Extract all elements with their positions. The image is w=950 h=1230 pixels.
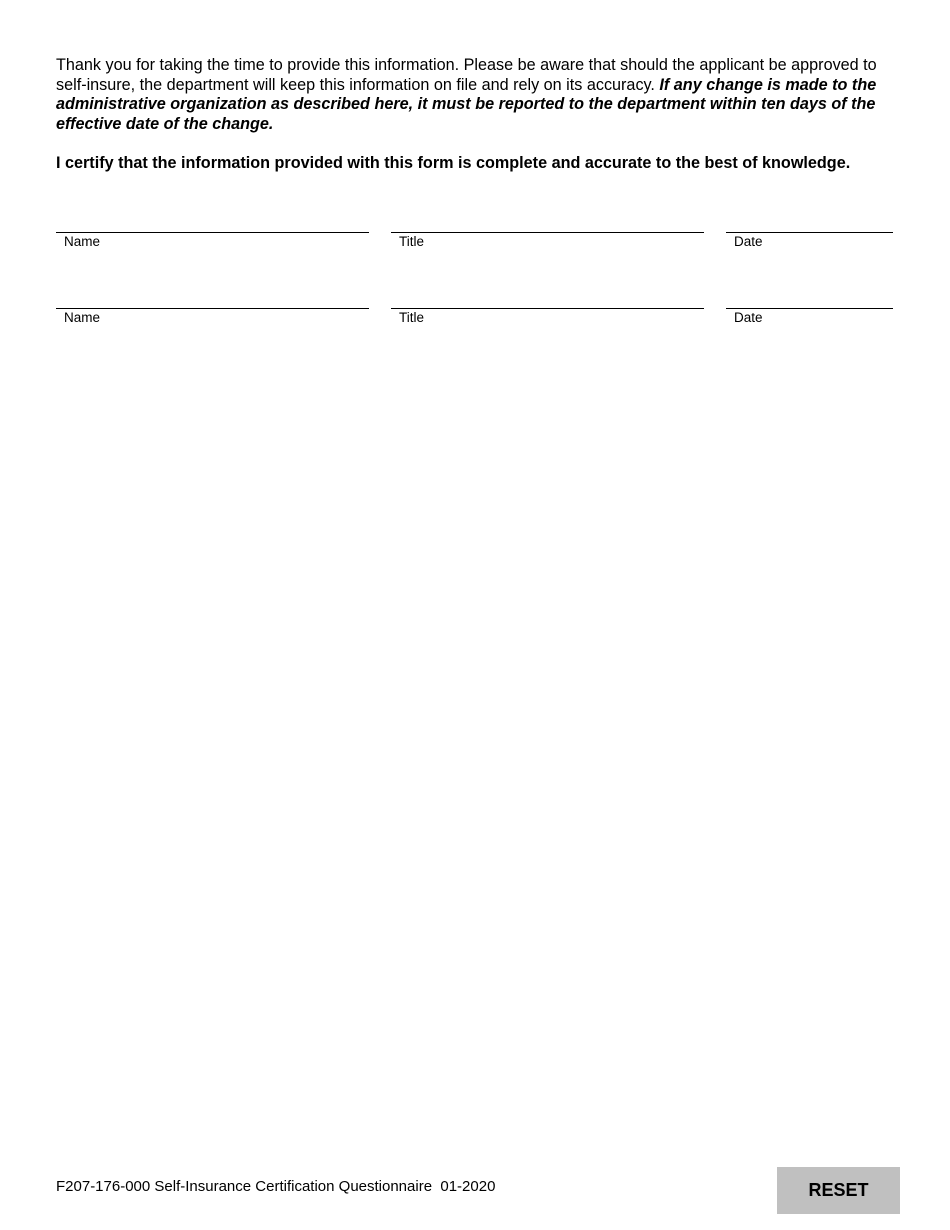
date-label: Date xyxy=(734,310,763,325)
date-field[interactable] xyxy=(726,208,893,232)
title-label: Title xyxy=(399,234,425,249)
intro-emphasis-text: If any change is made to the administrative organization as described here, it must be reported to the department within ten days of the effective date of the change. xyxy=(56,75,877,133)
title-field[interactable] xyxy=(391,208,704,232)
date-label: Date xyxy=(734,234,763,249)
certification-statement: I certify that the information provided with this form is complete and accurate to the best of knowledge. xyxy=(56,154,851,172)
title-label: Title xyxy=(399,310,425,325)
name-label: Name xyxy=(64,234,101,249)
reset-button[interactable]: RESET xyxy=(777,1167,900,1214)
form-identifier: F207-176-000 Self-Insurance Certification Questionnaire 01-2020 xyxy=(56,1178,496,1195)
title-field[interactable] xyxy=(391,284,704,308)
intro-plain-text: Thank you for taking the time to provide this information. Please be aware that should the applicant be approved to self-insure, the department will keep this information on file and rely on its accuracy. xyxy=(56,56,877,94)
name-label: Name xyxy=(64,310,101,325)
name-field[interactable] xyxy=(56,284,369,308)
date-signature-line xyxy=(726,308,893,309)
name-signature-line xyxy=(56,232,369,233)
name-field[interactable] xyxy=(56,208,369,232)
intro-paragraph xyxy=(56,56,886,134)
title-signature-line xyxy=(391,232,704,233)
date-field[interactable] xyxy=(726,284,893,308)
name-signature-line xyxy=(56,308,369,309)
date-signature-line xyxy=(726,232,893,233)
title-signature-line xyxy=(391,308,704,309)
